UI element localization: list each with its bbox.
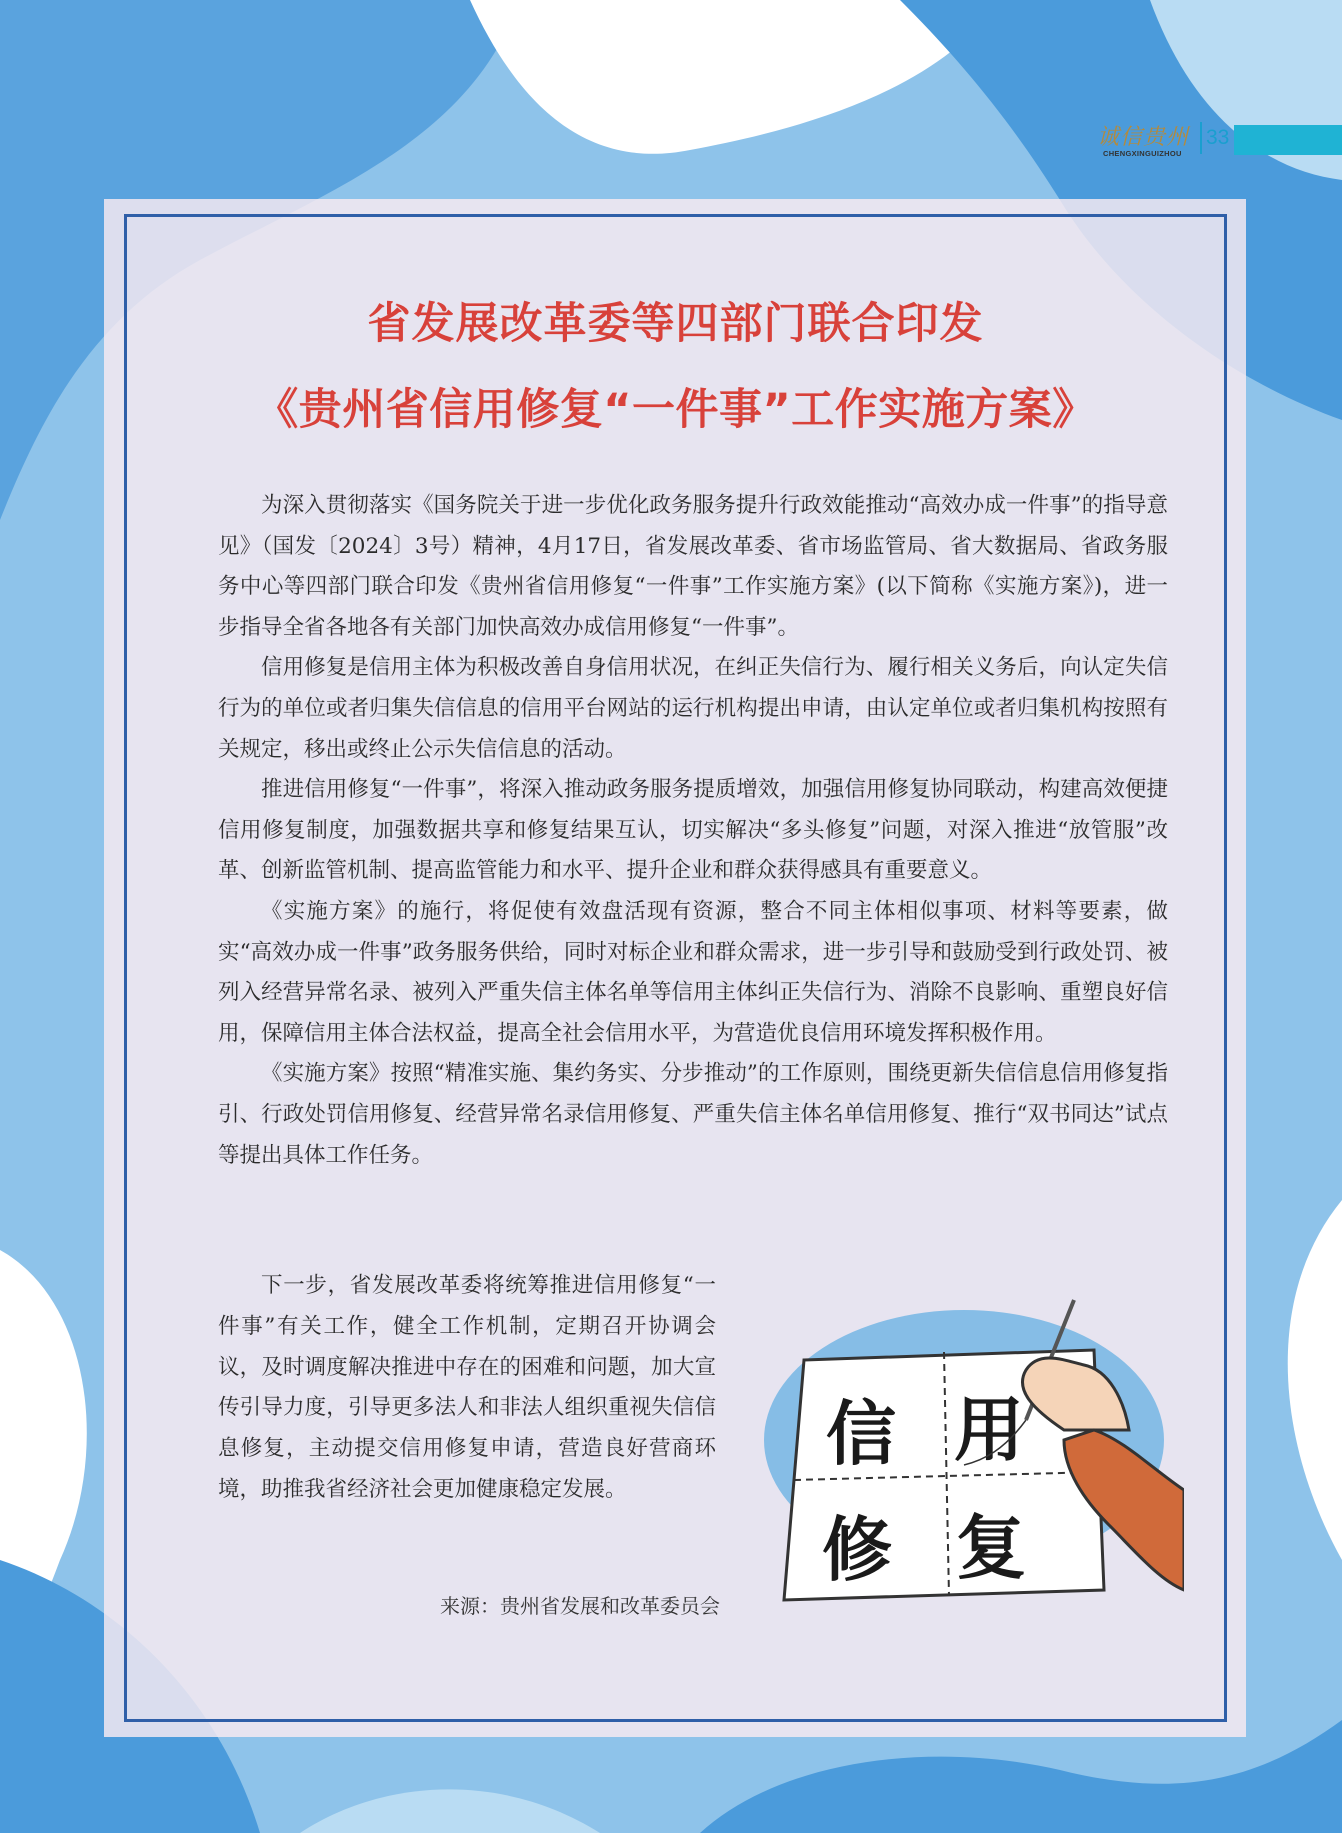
header-divider	[1200, 122, 1202, 154]
paragraph-4: 《实施方案》的施行，将促使有效盘活现有资源，整合不同主体相似事项、材料等要素，做实“高效办成一件事”政务服务供给，同时对标企业和群众需求，进一步引导和鼓励受到行政处罚、被列入经营异常名录、被列入严重失信主体名单等信用主体纠正失信行为、消除不良影响、重塑良好信用，保障信用主体合法权益，提高全社会信用水平，为营造优良信用环境发挥积极作用。	[218, 898, 1168, 1046]
article-body	[218, 486, 1168, 1176]
char-xiu: 修	[822, 1509, 892, 1591]
header-accent-bar	[1234, 125, 1342, 155]
char-xin: 信	[826, 1393, 896, 1475]
paragraph-6: 下一步，省发展改革委将统筹推进信用修复“一件事”有关工作，健全工作机制，定期召开协调会议，及时调度解决推进中存在的困难和问题，加大宣传引导力度，引导更多法人和非法人组织重视失信信息修复，主动提交信用修复申请，营造良好营商环境，助推我省经济社会更加健康稳定发展。	[218, 1273, 716, 1502]
char-fu: 复	[956, 1507, 1026, 1589]
paragraph-3: 推进信用修复“一件事”，将深入推动政务服务提质增效，加强信用修复协同联动，构建高效便捷信用修复制度，加强数据共享和修复结果互认，切实解决“多头修复”问题，对深入推进“放管服”改革、创新监管机制、提高监管能力和水平、提升企业和群众获得感具有重要意义。	[218, 777, 1168, 884]
article-title-line1: 省发展改革委等四部门联合印发	[367, 299, 984, 349]
logo-pinyin: CHENGXINGUIZHOU	[1103, 149, 1182, 158]
paragraph-1: 为深入贯彻落实《国务院关于进一步优化政务服务提升行政效能推动“高效办成一件事”的指导意见》（国发〔2024〕3号）精神，4月17日，省发展改革委、省市场监管局、省大数据局、省政务服务中心等四部门联合印发《贵州省信用修复“一件事”工作实施方案》(以下简称《实施方案》)，进一步指导全省各地各有关部门加快高效办成信用修复“一件事”。	[218, 493, 1168, 640]
logo-chinese: 诚信贵州	[1097, 125, 1190, 150]
magazine-logo	[1097, 120, 1197, 160]
page-number: 33	[1206, 126, 1230, 149]
paragraph-5: 《实施方案》按照“精准实施、集约务实、分步推动”的工作原则，围绕更新失信信息信用修复指引、行政处罚信用修复、经营异常名录信用修复、严重失信主体名单信用修复、推行“双书同达”试点等提出具体工作任务。	[218, 1061, 1168, 1168]
article-title-line2: 《贵州省信用修复“一件事”工作实施方案》	[255, 385, 1096, 435]
char-yong: 用	[954, 1389, 1024, 1471]
paragraph-2: 信用修复是信用主体为积极改善自身信用状况，在纠正失信行为、履行相关义务后，向认定失信行为的单位或者归集失信信息的信用平台网站的运行机构提出申请，由认定单位或者归集机构按照有关规定，移出或终止公示失信信息的活动。	[218, 655, 1168, 762]
article-last-paragraph	[218, 1266, 716, 1511]
credit-repair-illustration	[764, 1290, 1184, 1610]
page-header	[1092, 116, 1342, 162]
article-source: 来源：贵州省发展和改革委员会	[440, 1594, 720, 1618]
